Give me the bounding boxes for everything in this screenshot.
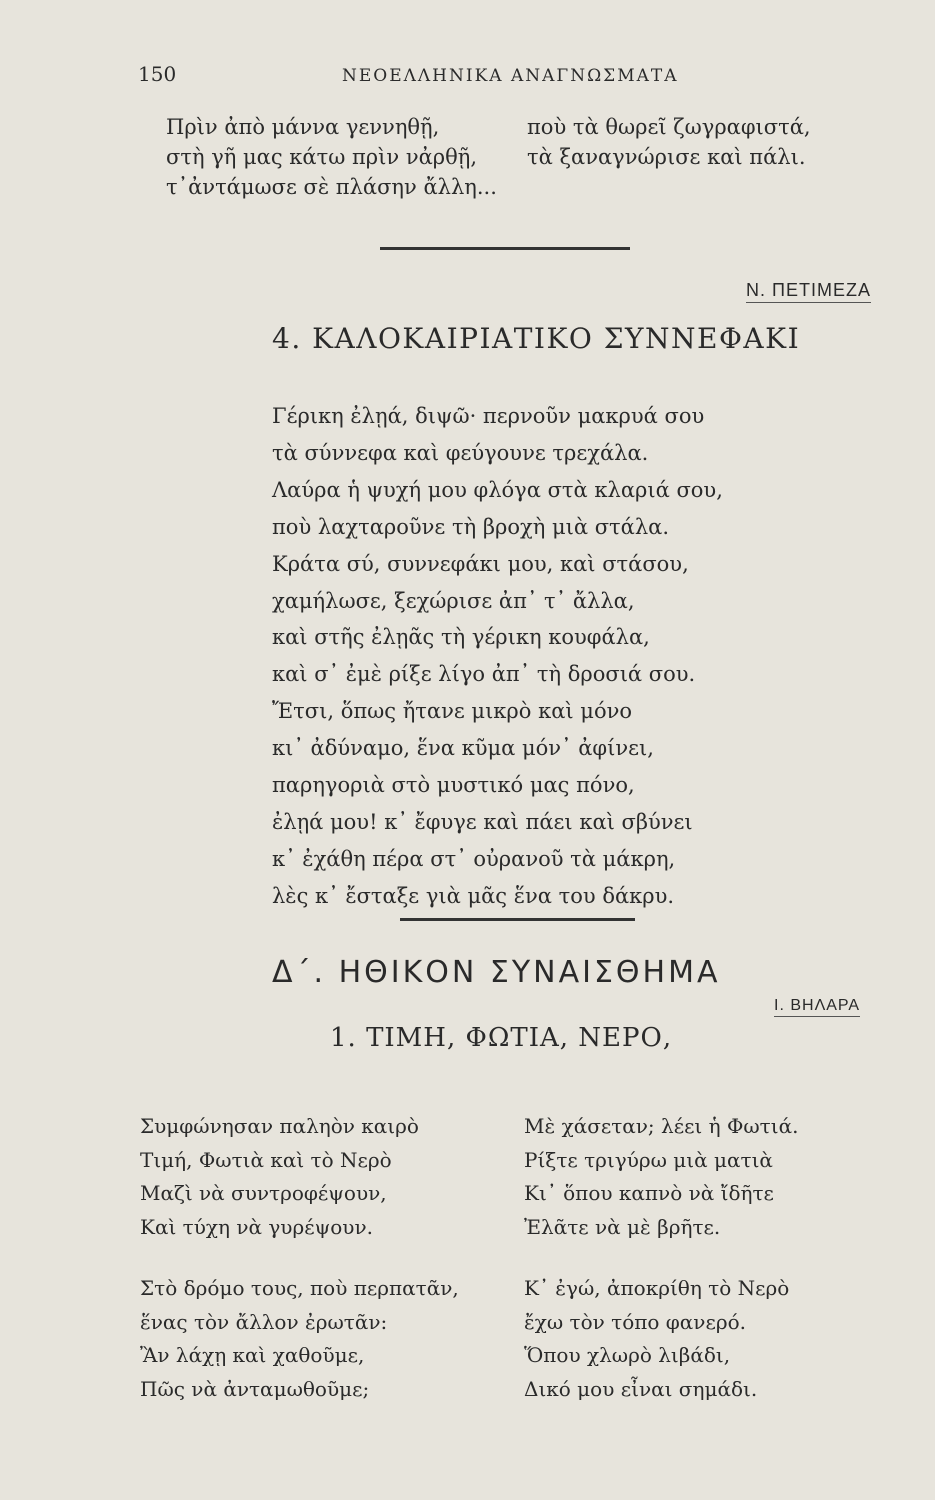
verse-line: κ᾽ ἐχάθη πέρα στ᾽ οὐρανοῦ τὰ μάκρη, bbox=[272, 846, 676, 871]
verse-line: Ὅπου χλωρὸ λιβάδι, bbox=[524, 1343, 731, 1367]
verse-line: Ἐλᾶτε νὰ μὲ βρῆτε. bbox=[524, 1214, 721, 1239]
verse-line: ἕνας τὸν ἄλλον ἐρωτᾶν: bbox=[140, 1309, 388, 1334]
verse-line: χαμήλωσε, ξεχώρισε ἀπ᾽ τ᾽ ἄλλα, bbox=[272, 588, 635, 613]
poem-left-stanza-1 bbox=[140, 1110, 419, 1244]
verse-line: Στὸ δρόμο τους, ποὺ περπατᾶν, bbox=[140, 1276, 459, 1300]
verse-line: Κράτα σύ, συννεφάκι μου, καὶ στάσου, bbox=[272, 551, 689, 576]
verse-line: τὰ ξαναγνώρισε καὶ πάλι. bbox=[527, 145, 806, 169]
verse-line: τὰ σύννεφα καὶ φεύγουνε τρεχάλα. bbox=[272, 440, 649, 465]
verse-line: Μὲ χάσεταν; λέει ἡ Φωτιά. bbox=[524, 1114, 799, 1138]
verse-line: παρηγοριὰ στὸ μυστικό μας πόνο, bbox=[272, 773, 635, 798]
verse-line: ποὺ τὰ θωρεῖ ζωγραφιστά, bbox=[527, 115, 811, 139]
verse-line: Πρὶν ἀπὸ μάννα γεννηθῇ, bbox=[166, 115, 440, 139]
verse-line: λὲς κ᾽ ἔσταξε γιὰ μᾶς ἕνα του δάκρυ. bbox=[272, 883, 675, 908]
verse-line: Κ᾽ ἐγώ, ἀποκρίθη τὸ Νερὸ bbox=[524, 1276, 790, 1300]
poem-body bbox=[272, 398, 723, 915]
verse-line: Πῶς νὰ ἀνταμωθοῦμε; bbox=[140, 1376, 370, 1401]
poem-left-stanza-2 bbox=[140, 1272, 459, 1406]
verse-line: στὴ γῆ μας κάτω πρὶν νἀρθῇ, bbox=[166, 145, 478, 169]
verse-line: Ἂν λάχῃ καὶ χαθοῦμε, bbox=[140, 1343, 365, 1367]
poem-right-stanza-1 bbox=[524, 1110, 798, 1244]
verse-line: καὶ στῆς ἐλῃᾶς τὴ γέρικη κουφάλα, bbox=[272, 625, 650, 650]
verse-line: τ᾽ἀντάμωσε σὲ πλάσην ἄλλη... bbox=[166, 175, 497, 199]
poem-title: 4. ΚΑΛΟΚΑΙΡΙΑΤΙΚΟ ΣΥΝΝΕΦΑΚΙ bbox=[272, 322, 801, 355]
verse-line: Τιμή, Φωτιὰ καὶ τὸ Νερὸ bbox=[140, 1147, 392, 1172]
author-name: Ι. ΒΗΛΑΡΑ bbox=[774, 997, 860, 1017]
verse-line: Ρίξτε τριγύρω μιὰ ματιὰ bbox=[524, 1147, 773, 1172]
section-divider bbox=[400, 918, 635, 921]
verse-line: ἐλῃά μου! κ᾽ ἔφυγε καὶ πάει καὶ σβύνει bbox=[272, 809, 693, 834]
verse-line: Ἔτσι, ὅπως ἤτανε μικρὸ καὶ μόνο bbox=[272, 699, 633, 724]
verse-line: Δικό μου εἶναι σημάδι. bbox=[524, 1376, 758, 1401]
verse-line: Μαζὶ νὰ συντροφέψουν, bbox=[140, 1181, 387, 1205]
previous-poem-right-column bbox=[527, 112, 811, 172]
verse-line: ποὺ λαχταροῦνε τὴ βροχὴ μιὰ στάλα. bbox=[272, 514, 670, 539]
section-divider bbox=[380, 247, 630, 250]
verse-line: Καὶ τύχη νὰ γυρέψουν. bbox=[140, 1214, 373, 1239]
poem-title: 1. ΤΙΜΗ, ΦΩΤΙΑ, ΝΕΡΟ, bbox=[330, 1023, 673, 1053]
running-head: ΝΕΟΕΛΛΗΝΙΚΑ ΑΝΑΓΝΩΣΜΑΤΑ bbox=[342, 66, 679, 86]
section-title: Δ΄. ΗΘΙΚΟΝ ΣΥΝΑΙΣΘΗΜΑ bbox=[272, 955, 721, 990]
page-number: 150 bbox=[138, 62, 177, 86]
verse-line: ἔχω τὸν τόπο φανερό. bbox=[524, 1309, 746, 1334]
verse-line: Συμφώνησαν παληὸν καιρὸ bbox=[140, 1114, 419, 1138]
verse-line: Λαύρα ἡ ψυχή μου φλόγα στὰ κλαριά σου, bbox=[272, 477, 723, 502]
verse-line: Γέρικη ἐλῃά, διψῶ· περνοῦν μακρυά σου bbox=[272, 404, 705, 428]
verse-line: κι᾽ ἀδύναμο, ἕνα κῦμα μόν᾽ ἀφίνει, bbox=[272, 736, 654, 761]
previous-poem-left-column bbox=[166, 112, 497, 202]
verse-line: καὶ σ᾽ ἐμὲ ρίξε λίγο ἀπ᾽ τὴ δροσιά σου. bbox=[272, 662, 696, 687]
verse-line: Κι᾽ ὅπου καπνὸ νὰ ἴδῆτε bbox=[524, 1181, 774, 1205]
author-name: Ν. ΠΕΤΙΜΕΖΑ bbox=[746, 280, 871, 303]
poem-right-stanza-2 bbox=[524, 1272, 789, 1406]
